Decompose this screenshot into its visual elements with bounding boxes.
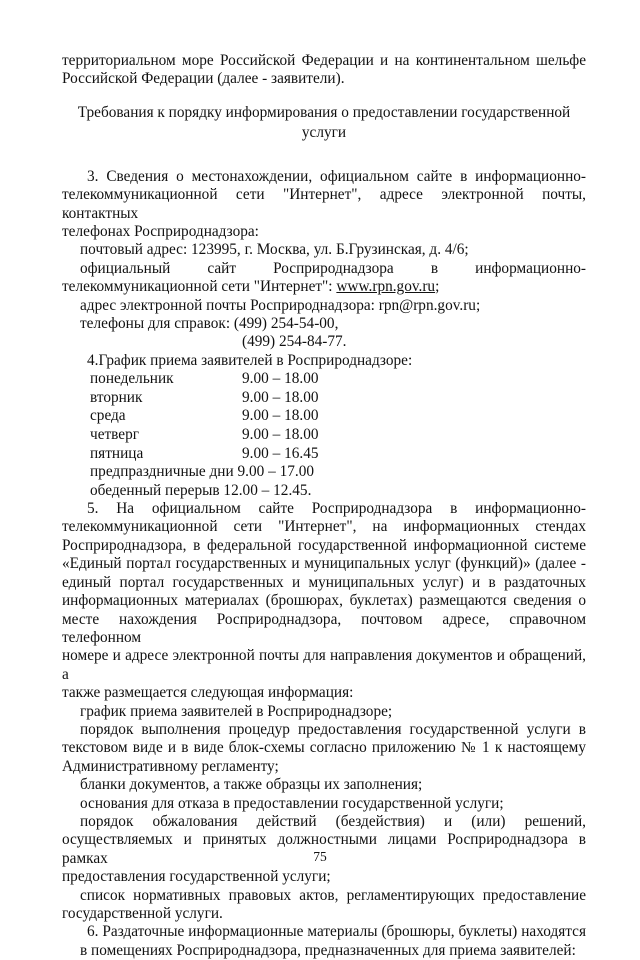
postal-address: почтовый адрес: 123995, г. Москва, ул. Б.Грузинская, д. 4/6;: [80, 241, 469, 259]
info-item-refusal: основания для отказа в предоставлении государственной услуги;: [80, 794, 504, 812]
info-item-legal-acts: государственной услуги.: [62, 905, 223, 922]
site-url-link[interactable]: www.rpn.gov.ru: [336, 278, 436, 296]
p3-line-2: телекоммуникационной сети "Интернет", адресе электронной почты, контактных: [62, 186, 586, 222]
email-address: адрес электронной почты Росприроднадзора: rpn@rpn.gov.ru;: [80, 296, 481, 314]
schedule-time: 9.00 – 18.00: [242, 426, 319, 444]
schedule-time: 9.00 – 18.00: [242, 407, 319, 425]
schedule-day: вторник: [90, 388, 143, 406]
section-heading: [62, 103, 586, 143]
schedule-time: 9.00 – 16.45: [242, 444, 319, 462]
p5-line: информационных материалах (брошюрах, буклетах) размещаются сведения о: [62, 592, 586, 610]
p6-line-1: 6. Раздаточные информационные материалы (брошюры, буклеты) находятся: [87, 923, 586, 941]
schedule-row: [90, 370, 586, 389]
schedule-time: 9.00 – 18.00: [242, 388, 319, 406]
schedule-day: пятница: [90, 444, 144, 462]
info-item-legal-acts: список нормативных правовых актов, регламентирующих предоставление: [80, 886, 586, 904]
info-item-procedure: Административному регламенту;: [62, 757, 279, 775]
p4-title: 4.График приема заявителей в Росприроднадзоре:: [87, 351, 413, 369]
schedule-day: среда: [90, 407, 126, 425]
info-item-appeal: порядок обжалования действий (бездействия) и (или) решений,: [80, 812, 586, 830]
page-number: 75: [313, 849, 327, 864]
official-site-line-2: [62, 278, 586, 296]
p5-line: номере и адресе электронной почты для направления документов и обращений, а: [62, 647, 586, 683]
heading-line-1: Требования к порядку информирования о предоставлении государственной: [77, 103, 571, 121]
schedule-row: [90, 389, 586, 408]
heading-line-2: услуги: [301, 123, 347, 141]
info-item-appeal: осуществляемых и принятых должностными лицами Росприроднадзора в рамках: [62, 831, 586, 867]
p5-line: также размещается следующая информация:: [62, 684, 354, 702]
schedule-day: понедельник: [90, 370, 174, 388]
p5-line: телекоммуникационной сети "Интернет", на информационных стендах: [62, 518, 586, 536]
intro-line-2: Российской Федерации (далее - заявители).: [62, 70, 345, 88]
p6-line-2: в помещениях Росприроднадзора, предназначенных для приема заявителей:: [80, 941, 576, 959]
schedule-preholiday: предпраздничные дни 9.00 – 17.00: [90, 463, 314, 481]
p3-line-1: 3. Сведения о местонахождении, официальном сайте в информационно-: [87, 167, 586, 185]
p5-line: 5. На официальном сайте Росприроднадзора в информационно-: [87, 500, 586, 518]
phones-line-2: (499) 254-84-77.: [242, 333, 347, 351]
p3-line-3: телефонах Росприроднадзора:: [62, 223, 259, 241]
site-suffix: ;: [435, 278, 440, 296]
phones-line-1: телефоны для справок: (499) 254-54-00,: [80, 315, 339, 333]
p5-line: месте нахождения Росприроднадзора, почтовом адресе, справочном телефонном: [62, 610, 586, 646]
schedule-row: [90, 407, 586, 426]
info-item-schedule: график приема заявителей в Росприроднадзоре;: [80, 702, 393, 720]
info-item-appeal: предоставления государственной услуги;: [62, 868, 331, 886]
schedule-row: [90, 426, 586, 445]
schedule-time: 9.00 – 18.00: [242, 370, 319, 388]
schedule-day: четверг: [90, 426, 140, 444]
document-page: [62, 52, 586, 960]
schedule-table: [62, 370, 586, 463]
p5-line: Росприроднадзора, в федеральной государственной информационной системе: [62, 536, 586, 554]
info-item-forms: бланки документов, а также образцы их заполнения;: [80, 776, 423, 794]
p5-line: «Единый портал государственных и муниципальных услуг (функций)» (далее -: [62, 555, 586, 573]
info-item-procedure: порядок выполнения процедур предоставления государственной услуги в: [80, 720, 586, 738]
intro-line-1: территориальном море Российской Федерации и на континентальном шельфе: [62, 52, 586, 69]
schedule-lunch: обеденный перерыв 12.00 – 12.45.: [90, 481, 312, 499]
info-item-procedure: текстовом виде и в виде блок-схемы согласно приложению № 1 к настоящему: [62, 739, 586, 757]
schedule-row: [90, 445, 586, 464]
official-site-line-1: официальный сайт Росприроднадзора в информационно-: [80, 259, 586, 277]
p5-line: единый портал государственных и муниципальных услуг) и в раздаточных: [62, 573, 586, 591]
site-prefix: телекоммуникационной сети "Интернет":: [62, 278, 337, 296]
